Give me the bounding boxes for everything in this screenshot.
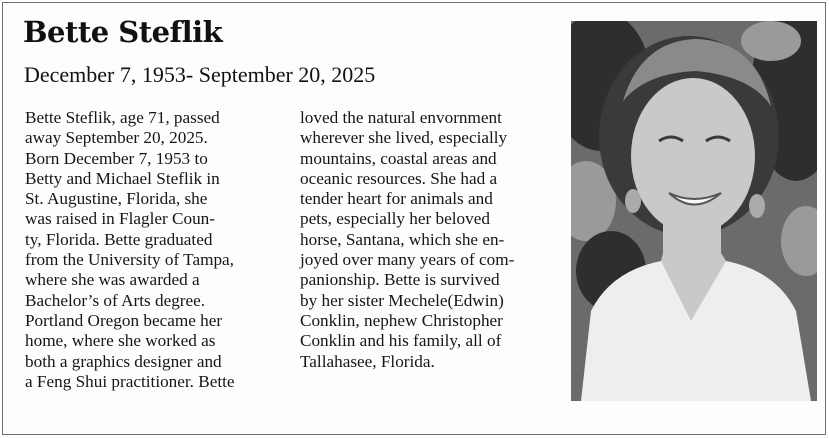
text-line: Born December 7, 1953 to <box>25 148 208 168</box>
text-line: a Feng Shui practitioner. Bette <box>25 371 235 391</box>
obituary-name: Bette Steflik <box>23 15 223 49</box>
text-line: joyed over many years of com- <box>300 250 515 270</box>
text-line: by her sister Mechele(Edwin) <box>300 290 504 310</box>
text-line: Conklin and his family, all of <box>300 331 502 351</box>
obituary-card <box>2 2 826 435</box>
text-line: Bachelor’s of Arts degree. <box>25 290 206 310</box>
portrait-photo-icon <box>571 21 817 401</box>
text-line: panionship. Bette is survived <box>300 270 500 290</box>
text-line: horse, Santana, which she en- <box>300 229 505 249</box>
text-line: wherever she lived, especially <box>300 128 508 148</box>
text-line: where she was awarded a <box>25 270 200 290</box>
text-line: away September 20, 2025. <box>25 128 208 148</box>
obituary-text-column-2 <box>300 108 562 372</box>
text-line: Conklin, nephew Christopher <box>300 310 503 330</box>
text-line: oceanic resources. She had a <box>300 168 498 188</box>
text-line: home, where she worked as <box>25 331 216 351</box>
portrait-photo <box>571 21 817 401</box>
text-line: mountains, coastal areas and <box>300 148 497 168</box>
text-line: was raised in Flagler Coun- <box>25 209 215 229</box>
obituary-dates: December 7, 1953- September 20, 2025 <box>24 62 376 87</box>
text-line: Bette Steflik, age 71, passed <box>25 108 220 127</box>
obituary-text-column-1 <box>25 108 287 392</box>
text-line: from the University of Tampa, <box>25 250 234 270</box>
text-line: both a graphics designer and <box>25 351 222 371</box>
text-line: Betty and Michael Steflik in <box>25 168 220 188</box>
text-line: pets, especially her beloved <box>300 209 490 229</box>
text-line: Portland Oregon became her <box>25 310 223 330</box>
text-line: loved the natural envornment <box>300 108 502 127</box>
text-line: St. Augustine, Florida, she <box>25 189 208 209</box>
text-line: ty, Florida. Bette graduated <box>25 229 213 249</box>
text-line: tender heart for animals and <box>300 189 493 209</box>
text-line: Tallahasee, Florida. <box>300 351 435 371</box>
